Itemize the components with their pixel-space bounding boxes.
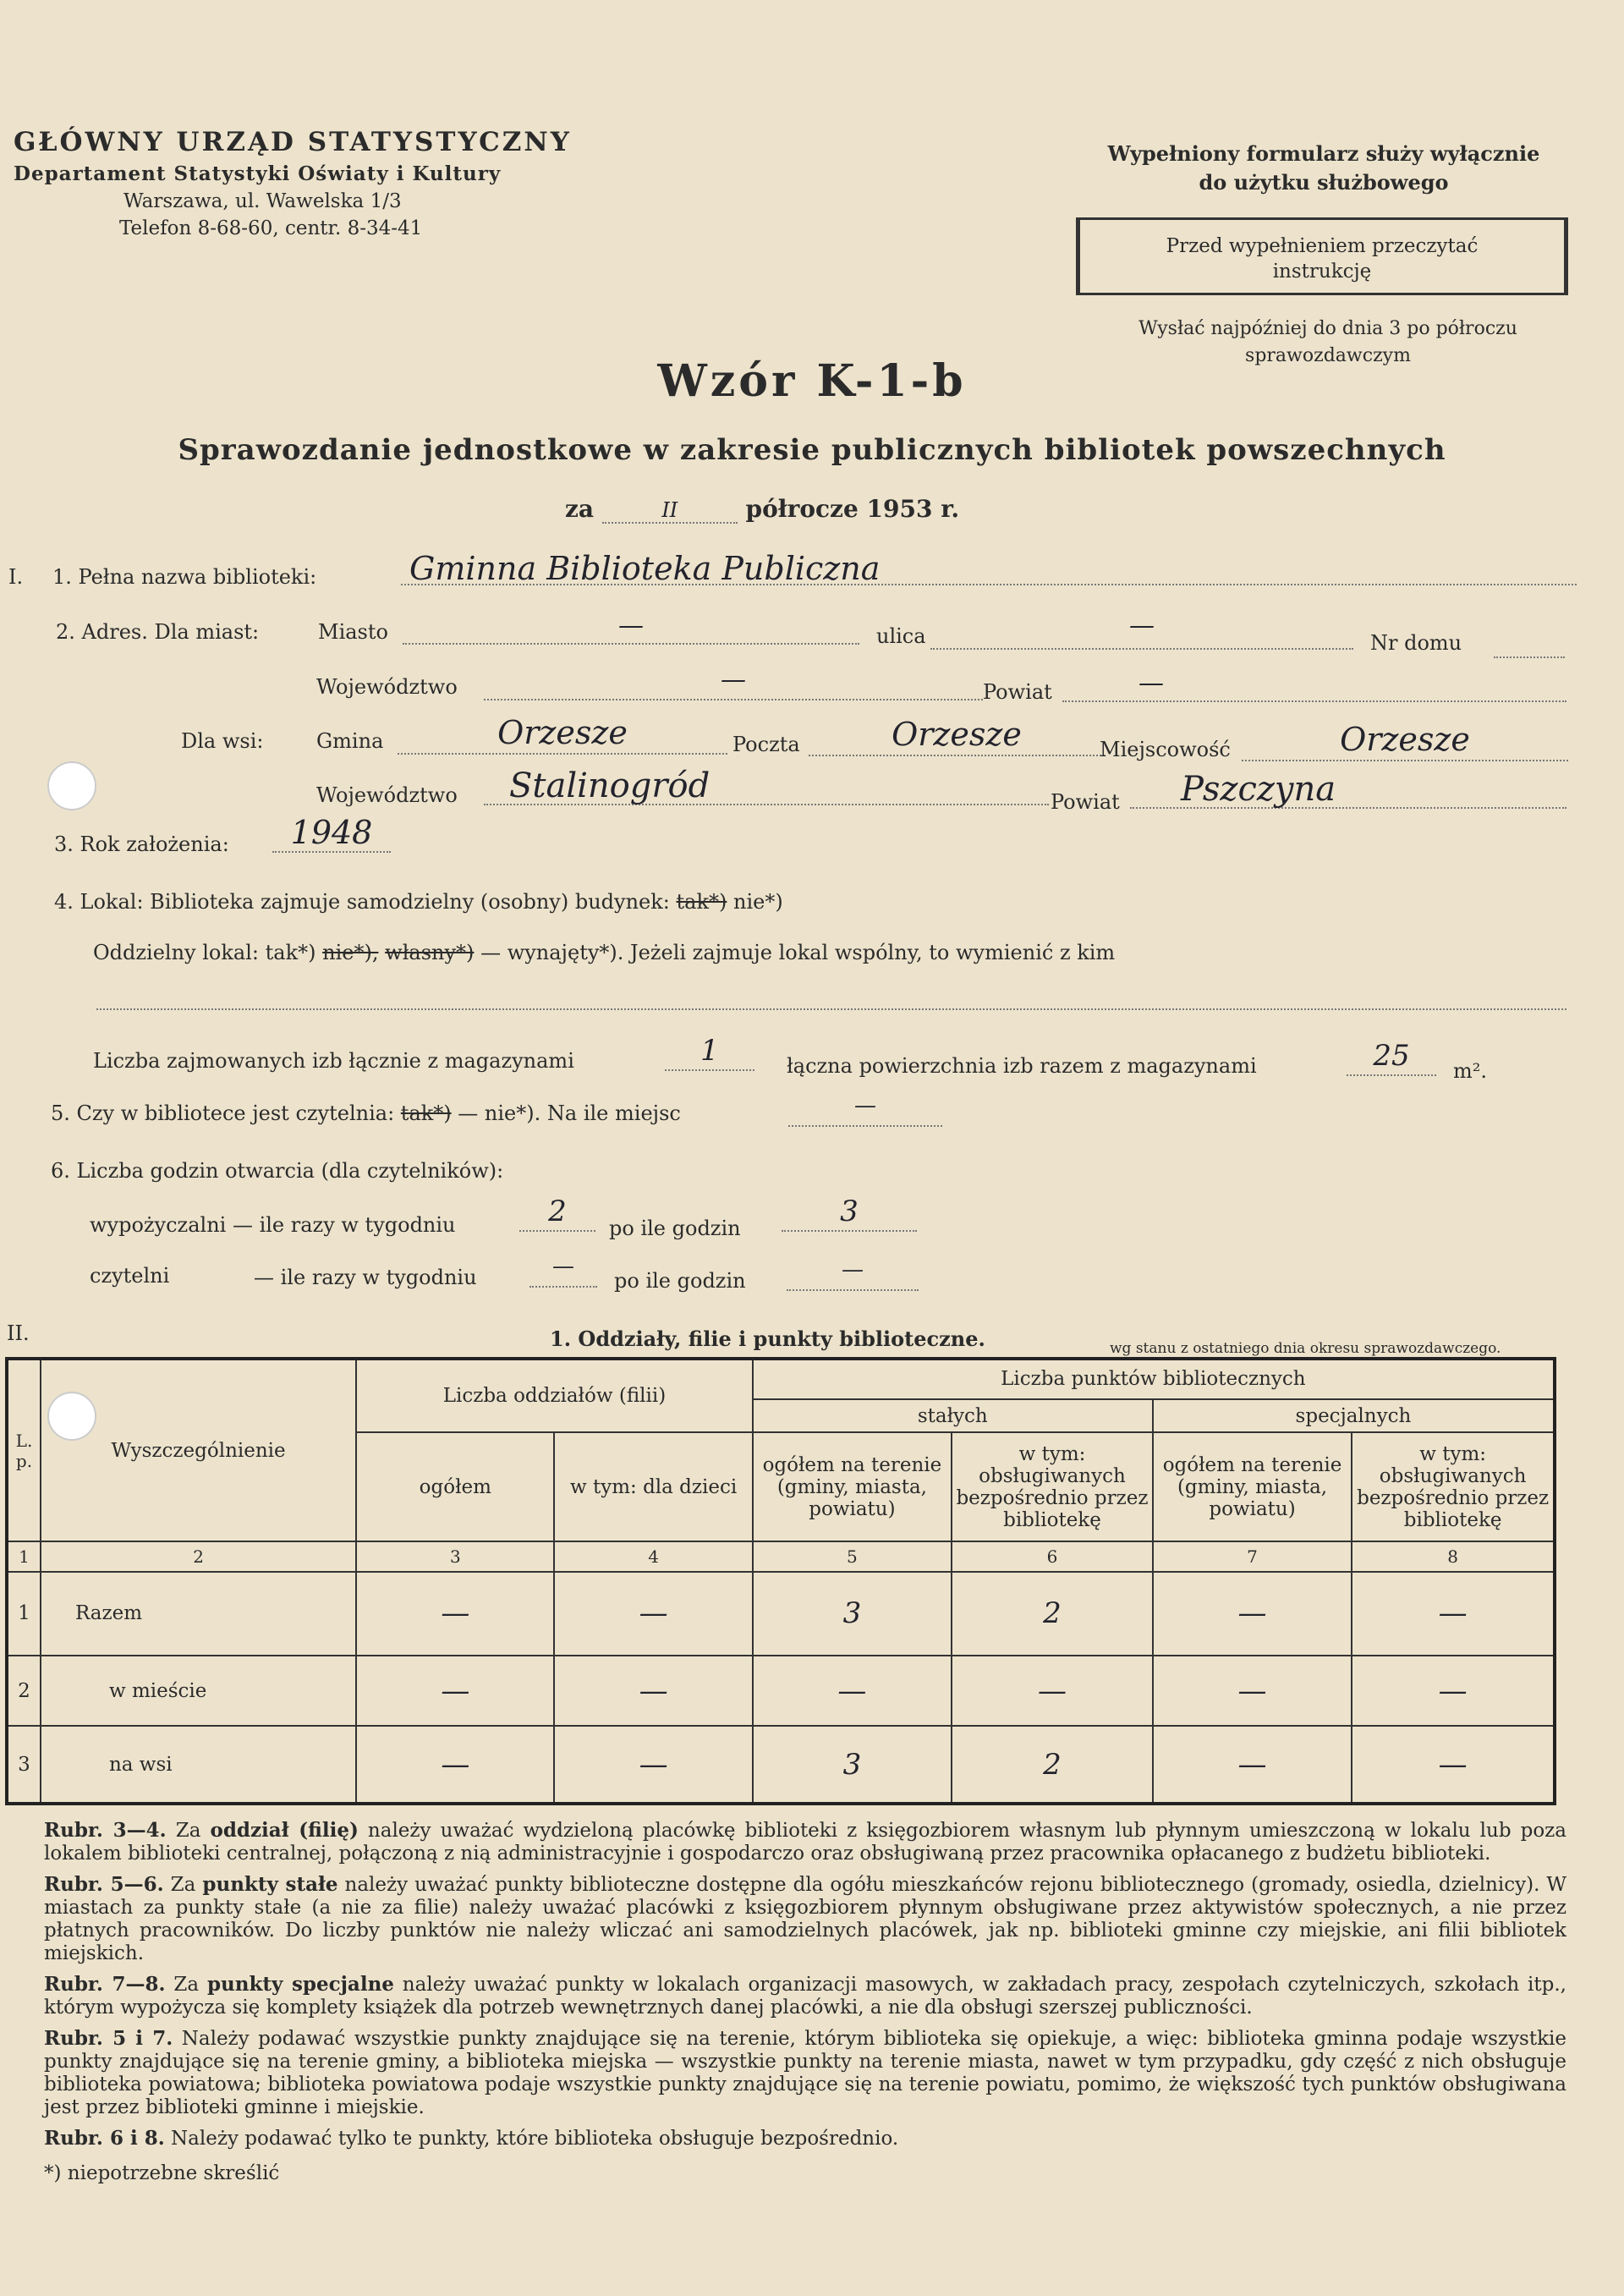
cell-value[interactable]: — [1153, 1656, 1352, 1726]
separate-premises-own[interactable]: własny*) [385, 941, 475, 964]
commune-field[interactable]: Orzesze [398, 714, 727, 755]
separate-premises-text: Oddzielny lokal: tak*) [93, 941, 316, 964]
post-office-label: Poczta [732, 733, 800, 756]
cell-value[interactable]: — [1352, 1726, 1555, 1804]
table-header-row [7, 1359, 1555, 1399]
row-label: Razem [41, 1572, 356, 1656]
office-name: GŁÓWNY URZĄD STATYSTYCZNY [14, 127, 572, 157]
deadline-line2: sprawozdawczym [1245, 345, 1411, 366]
founding-year-field[interactable]: 1948 [272, 814, 391, 853]
col8-header: w tym: obsługiwanych bezpośrednio przez bibliotekę [1352, 1432, 1555, 1541]
opening-hours-label: 6. Liczba godzin otwarcia (dla czytelników): [51, 1159, 504, 1183]
usage-note-line1: Wypełniony formularz służy wyłącznie [1107, 141, 1540, 166]
row-label: na wsi [41, 1726, 356, 1804]
cell-value[interactable]: — [356, 1572, 554, 1656]
table-row [7, 1656, 1555, 1726]
note-text: Należy podawać wszystkie punkty znajdujące się na terenie, którym biblioteka się opiekuje, a więc: biblioteka gminna podaje wszystkie punkty znajdujące się na terenie gminy, a biblioteka miejska — wszystkie punkty na terenie miasta, nawet w tym przypadku, gdy część z nich obsługuje biblioteka powiatowa; biblioteka powiatowa podaje wszystkie punkty znajdujące się na terenie powiatu, pomimo, że większość tych punktów obsługiwana jest przez biblioteki gminne i miejskie. [44, 2028, 1567, 2118]
col4-header: w tym: dla dzieci [554, 1432, 752, 1541]
col-points-header: Liczba punktów bibliotecznych [753, 1359, 1555, 1399]
separate-premises-no[interactable]: nie*), [322, 941, 379, 964]
note-fixed-points [44, 1873, 1566, 1965]
col-number: 6 [952, 1541, 1153, 1571]
col-item-header: Wyszczególnienie [41, 1359, 356, 1541]
section-two-number: II. [7, 1321, 30, 1345]
col-number: 3 [356, 1541, 554, 1571]
lending-hours-label: po ile godzin [609, 1217, 741, 1240]
cell-value[interactable]: — [753, 1656, 952, 1726]
col-fixed-header: stałych [753, 1399, 1153, 1433]
note-term: oddział (filię) [210, 1819, 359, 1842]
reading-room-yes[interactable]: tak*) [400, 1101, 452, 1125]
city-field[interactable]: — [403, 611, 859, 645]
note-lead: Za [173, 1974, 200, 1996]
col6-header: w tym: obsługiwanych bezpośrednio przez bibliotekę [952, 1432, 1153, 1541]
city-voivodeship-field[interactable]: — [484, 665, 983, 700]
locality-label: Miejscowość [1100, 738, 1231, 761]
office-phone: Telefon 8-68-60, centr. 8-34-41 [119, 217, 423, 239]
separate-premises-question [93, 941, 1115, 964]
reading-room-hours-label: po ile godzin [614, 1269, 746, 1293]
table-row [7, 1572, 1555, 1656]
village-county-label: Powiat [1051, 790, 1120, 814]
cell-value[interactable]: — [1352, 1656, 1555, 1726]
rooms-field[interactable]: 1 [665, 1034, 754, 1071]
note-term: punkty stałe [202, 1873, 338, 1896]
col-number: 2 [41, 1541, 356, 1571]
row-number: 1 [7, 1572, 41, 1656]
note-special-points [44, 1973, 1566, 2019]
instruction-line1: Przed wypełnieniem przeczytać [1166, 235, 1479, 257]
reading-room-hours-field[interactable]: — [787, 1257, 919, 1291]
note-heading: Rubr. 6 i 8. [44, 2127, 165, 2150]
library-name-field[interactable]: Gminna Biblioteka Publiczna [401, 550, 1577, 585]
area-field[interactable]: 25 [1347, 1039, 1436, 1076]
cell-value[interactable]: — [554, 1572, 752, 1656]
table-caption-note: wg stanu z ostatniego dnia okresu sprawozdawczego. [1110, 1340, 1501, 1357]
cell-value[interactable]: — [554, 1726, 752, 1804]
row-number: 2 [7, 1656, 41, 1726]
note-lead: Za [170, 1874, 196, 1896]
col-branches-header: Liczba oddziałów (filii) [356, 1359, 753, 1432]
house-number-field[interactable] [1494, 636, 1565, 658]
city-county-label: Powiat [983, 680, 1052, 704]
street-field[interactable]: — [930, 611, 1353, 650]
post-office-field[interactable]: Orzesze [809, 716, 1105, 756]
founding-year-label: 3. Rok założenia: [54, 832, 229, 856]
office-address: Warszawa, ul. Wawelska 1/3 [123, 190, 402, 212]
note-branches [44, 1819, 1566, 1865]
cell-value[interactable]: — [1153, 1726, 1352, 1804]
house-number-label: Nr domu [1370, 631, 1462, 655]
cell-value[interactable]: — [356, 1656, 554, 1726]
area-unit: m². [1453, 1059, 1488, 1083]
col5-header: ogółem na terenie (gminy, miasta, powiatu) [753, 1432, 952, 1541]
cell-value[interactable]: 3 [753, 1726, 952, 1804]
col-number: 8 [1352, 1541, 1555, 1571]
premises-option-no[interactable]: nie*) [733, 890, 783, 914]
street-label: ulica [876, 624, 926, 648]
deadline-line1: Wysłać najpóźniej do dnia 3 po półroczu [1138, 318, 1517, 339]
instruction-box [1076, 217, 1568, 295]
branches-table [5, 1357, 1556, 1805]
note-heading: Rubr. 7—8. [44, 1973, 166, 1996]
cell-value[interactable]: 2 [952, 1572, 1153, 1656]
period-suffix: półrocze 1953 r. [745, 495, 960, 523]
row-label: w mieście [41, 1656, 356, 1726]
reading-room-seats-field[interactable]: — [788, 1093, 942, 1127]
locality-field[interactable]: Orzesze [1242, 721, 1568, 761]
note-lead: Za [175, 1820, 201, 1842]
col3-header: ogółem [356, 1432, 554, 1541]
reading-room-hours-label-a: czytelni [90, 1264, 170, 1288]
period-value[interactable]: II [602, 498, 738, 524]
reading-room-question [51, 1101, 681, 1125]
area-label: łączna powierzchnia izb razem z magazynami [787, 1054, 1257, 1078]
note-term: punkty specjalne [206, 1973, 394, 1996]
reporting-period [565, 495, 959, 524]
city-county-field[interactable]: — [1062, 668, 1566, 702]
note-text: należy uważać punkty biblioteczne dostępne dla ogółu mieszkańców rejonu bibliotecznego (gromady, osiedla, dzielnicy). W miastach za punkty stałe (a nie za filie) należy uważać placówki z księgozbiorem płynnym obsługiwane przez aktywistów społecznych, a nie przez płatnych pracowników. Do liczby punktów nie należy wliczać ani samodzielnych placówek, jak np. biblioteki gminne czy miejskie, ani filii bibliotek miejskich. [44, 1874, 1567, 1964]
usage-note [1066, 140, 1582, 197]
usage-note-line2: do użytku służbowego [1199, 170, 1449, 195]
form-title: Wzór K-1-b [657, 355, 967, 407]
form-subtitle: Sprawozdanie jednostkowe w zakresie publicznych bibliotek powszechnych [178, 433, 1446, 467]
col-number: 1 [7, 1541, 41, 1571]
row-number: 3 [7, 1726, 41, 1804]
premises-option-yes[interactable]: tak*) [676, 890, 727, 914]
table-row [7, 1726, 1555, 1804]
premises-question [54, 890, 783, 914]
col7-header: ogółem na terenie (gminy, miasta, powiatu) [1153, 1432, 1352, 1541]
cell-value[interactable]: 2 [952, 1726, 1153, 1804]
cell-value[interactable]: — [1153, 1572, 1352, 1656]
commune-label: Gmina [316, 729, 384, 753]
note-text: Należy podawać tylko te punkty, które biblioteka obsługuje bezpośrednio. [171, 2128, 899, 2150]
reading-room-text: 5. Czy w bibliotece jest czytelnia: [51, 1101, 395, 1125]
table-caption: 1. Oddziały, filie i punkty biblioteczne. [550, 1327, 985, 1351]
note-text: należy uważać punkty w lokalach organizacji masowych, w zakładach pracy, zespołach czytelniczych, szkołach itp., którym wypożycza się komplety książek dla potrzeb wewnętrznych danej placówki, a nie dla obsługi szerszej publiczności. [44, 1974, 1566, 2019]
note-columns-6-8 [44, 2127, 1566, 2150]
cell-value[interactable]: — [952, 1656, 1153, 1726]
department-name: Departament Statystyki Oświaty i Kultury [14, 162, 502, 185]
lending-frequency-field[interactable]: 2 [519, 1195, 595, 1232]
address-label: 2. Adres. Dla miast: [56, 620, 260, 644]
cell-value[interactable]: — [356, 1726, 554, 1804]
issuer-block [14, 127, 572, 239]
reading-room-frequency-field[interactable]: — [529, 1254, 597, 1288]
col-number: 7 [1153, 1541, 1352, 1571]
separate-premises-rest: — wynajęty*). Jeżeli zajmuje lokal wspólny, to wymienić z kim [480, 941, 1116, 964]
note-columns-5-7 [44, 2027, 1566, 2119]
col-lp-header: L. p. [7, 1359, 41, 1541]
footnote: *) niepotrzebne skreślić [44, 2162, 280, 2184]
reading-room-rest: — nie*). Na ile miejsc [458, 1101, 681, 1125]
shared-premises-field[interactable] [96, 988, 1566, 1010]
library-name-label: 1. Pełna nazwa biblioteki: [52, 565, 317, 589]
rooms-label: Liczba zajmowanych izb łącznie z magazynami [93, 1049, 574, 1073]
section-one-number: I. [8, 565, 24, 589]
cell-value[interactable]: 3 [753, 1572, 952, 1656]
premises-question-text: 4. Lokal: Biblioteka zajmuje samodzielny (osobny) budynek: [54, 890, 670, 914]
col-special-header: specjalnych [1153, 1399, 1555, 1433]
city-label: Miasto [318, 620, 388, 644]
punch-hole [47, 761, 96, 810]
col-number: 5 [753, 1541, 952, 1571]
note-heading: Rubr. 5 i 7. [44, 2027, 173, 2050]
instruction-line2: instrukcję [1272, 261, 1372, 283]
lending-hours-field[interactable]: 3 [782, 1195, 917, 1232]
village-county-field[interactable]: Pszczyna [1130, 770, 1566, 809]
village-voivodeship-label: Województwo [316, 783, 458, 807]
city-voivodeship-label: Województwo [316, 675, 458, 699]
reading-room-frequency-label: — ile razy w tygodniu [254, 1266, 477, 1289]
village-label: Dla wsi: [181, 729, 264, 753]
note-text: należy uważać wydzieloną placówkę biblioteki z księgozbiorem własnym lub płynnym umieszczoną w lokalu lub poza lokalem biblioteki centralnej, połączoną z nią administracyjnie i gospodarczo oraz obsługiwaną przez pracownika opłacanego z budżetu biblioteki. [44, 1820, 1566, 1865]
village-voivodeship-field[interactable]: Stalinogród [484, 766, 1049, 805]
instructions-notes [44, 1819, 1566, 2193]
period-prefix: za [565, 495, 595, 523]
note-heading: Rubr. 3—4. [44, 1819, 167, 1842]
cell-value[interactable]: — [1352, 1572, 1555, 1656]
note-heading: Rubr. 5—6. [44, 1873, 164, 1896]
cell-value[interactable]: — [554, 1656, 752, 1726]
lending-frequency-label: wypożyczalni — ile razy w tygodniu [90, 1213, 456, 1237]
column-number-row [7, 1541, 1555, 1571]
col-number: 4 [554, 1541, 752, 1571]
